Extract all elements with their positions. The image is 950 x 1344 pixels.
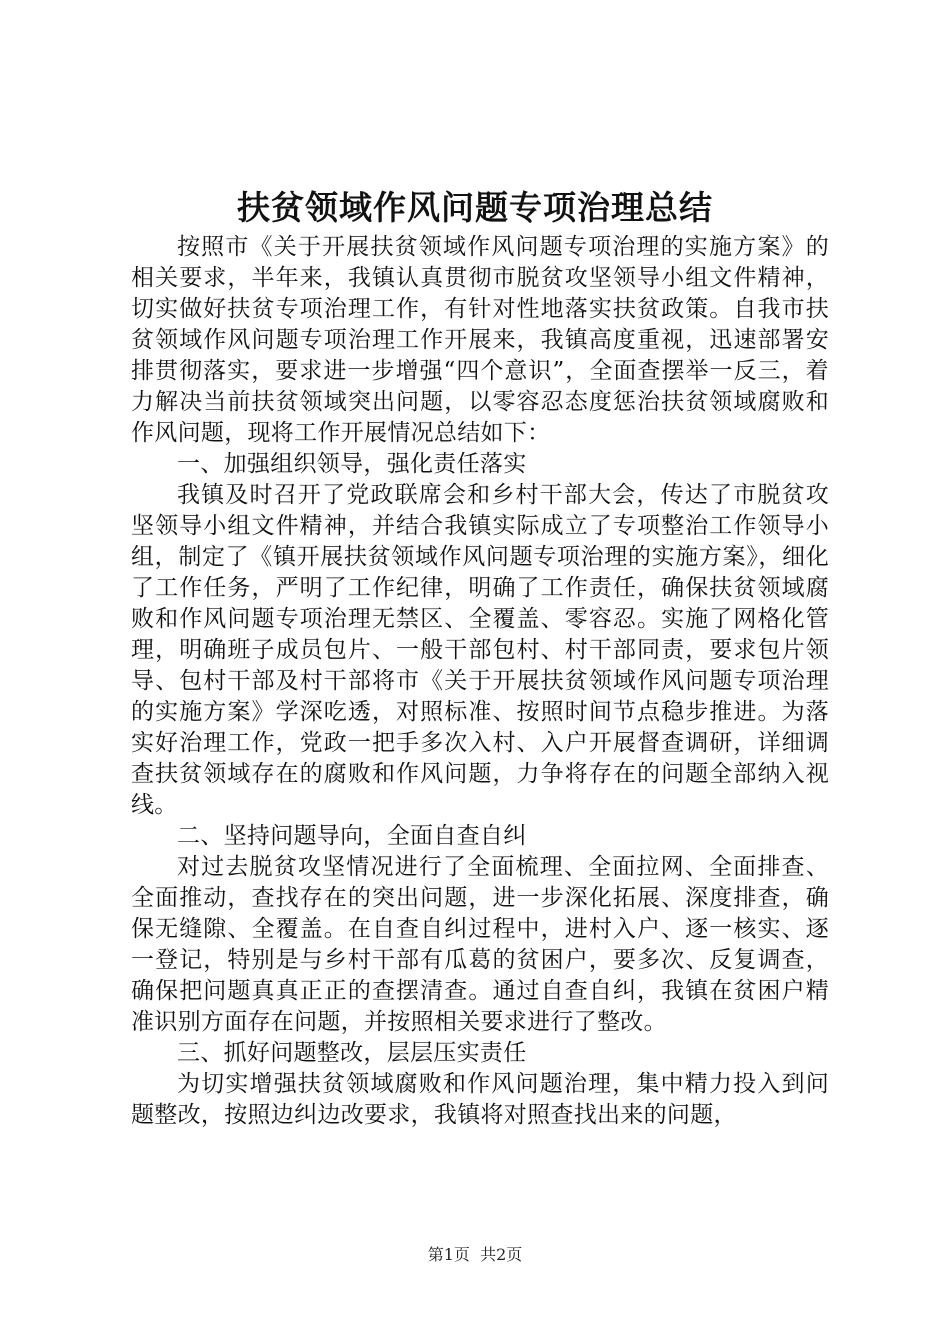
section-heading-3: 三、抓好问题整改，层层压实责任 bbox=[177, 1040, 527, 1066]
page-footer bbox=[0, 1244, 950, 1266]
document-body bbox=[131, 232, 829, 1131]
document-title: 扶贫领域作风问题专项治理总结 bbox=[237, 188, 713, 227]
paragraph-section-2: 对过去脱贫攻坚情况进行了全面梳理、全面拉网、全面排查、全面推动，查找存在的突出问题，进一步深化拓展、深度排查，确保无缝隙、全覆盖。在自查自纠过程中，进村入户、逐一核实、逐一登记，特别是与乡村干部有瓜葛的贫困户，要多次、反复调查，确保把问题真真正正的查摆清查。通过自查自纠，我镇在贫困户精准识别方面存在问题，并按照相关要求进行了整改。 bbox=[131, 854, 829, 1035]
page-number: 第1页 共2页 bbox=[427, 1245, 523, 1264]
section-heading-2: 二、坚持问题导向，全面自查自纠 bbox=[177, 823, 527, 849]
section-heading-1: 一、加强组织领导，强化责任落实 bbox=[177, 451, 527, 477]
paragraph-section-3: 为切实增强扶贫领域腐败和作风问题治理，集中精力投入到问题整改，按照边纠边改要求，我镇将对照查找出来的问题， bbox=[131, 1071, 829, 1128]
paragraph-section-1: 我镇及时召开了党政联席会和乡村干部大会，传达了市脱贫攻坚领导小组文件精神，并结合我镇实际成立了专项整治工作领导小组，制定了《镇开展扶贫领域作风问题专项治理的实施方案》，细化了工作任务，严明了工作纪律，明确了工作责任，确保扶贫领域腐败和作风问题专项治理无禁区、全覆盖、零容忍。实施了网格化管理，明确班子成员包片、一般干部包村、村干部同责，要求包片领导、包村干部及村干部将市《关于开展扶贫领域作风问题专项治理的实施方案》学深吃透，对照标准、按照时间节点稳步推进。为落实好治理工作，党政一把手多次入村、入户开展督查调研，详细调查扶贫领域存在的腐败和作风问题，力争将存在的问题全部纳入视线。 bbox=[131, 482, 829, 818]
paragraph-intro: 按照市《关于开展扶贫领域作风问题专项治理的实施方案》的相关要求，半年来，我镇认真贯彻市脱贫攻坚领导小组文件精神，切实做好扶贫专项治理工作，有针对性地落实扶贫政策。自我市扶贫领域作风问题专项治理工作开展来，我镇高度重视，迅速部署安排贯彻落实，要求进一步增强“四个意识”，全面查摆举一反三，着力解决当前扶贫领域突出问题，以零容忍态度惩治扶贫领域腐败和作风问题，现将工作开展情况总结如下： bbox=[131, 234, 829, 446]
